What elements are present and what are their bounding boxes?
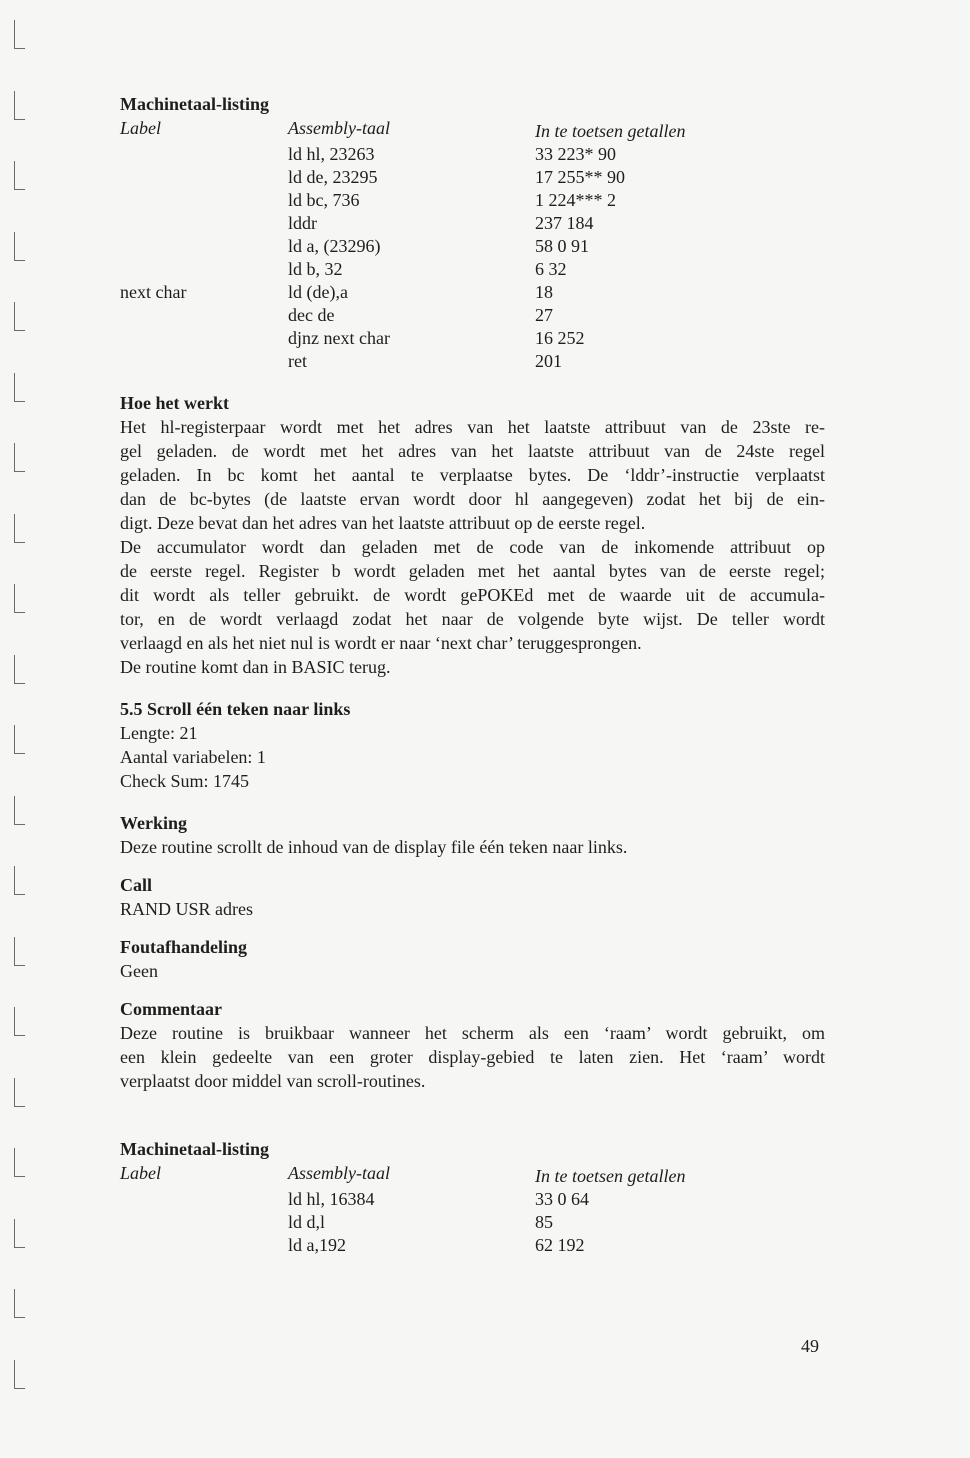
row-num: 17 255** 90: [535, 167, 625, 187]
text-line: gel geladen. de wordt met het adres van het laatste attribuut van de 24ste regel: [120, 441, 825, 461]
row-label: [120, 304, 288, 327]
text-line: tor, en de wordt verlaagd zodat het naar de volgende byte wijst. De teller wordt: [120, 609, 825, 629]
text-line: verlaagd en als het niet nul is wordt er naar ‘next char’ teruggesprongen.: [120, 633, 642, 653]
table-row: [120, 212, 825, 235]
listing-1-header-asm: Assembly-taal: [288, 118, 390, 138]
row-label: [120, 189, 288, 212]
binding-mark: [14, 514, 25, 543]
binding-mark: [14, 91, 25, 120]
call-title: Call: [120, 875, 153, 895]
row-label: [120, 212, 288, 235]
row-asm: lddr: [288, 213, 317, 233]
row-num: 85: [535, 1212, 553, 1232]
how-it-works-text: [120, 415, 825, 679]
row-num: 16 252: [535, 328, 585, 348]
text-line: digt. Deze bevat dan het adres van het laatste attribuut op de eerste regel.: [120, 513, 646, 533]
binding-mark: [14, 161, 25, 190]
listing-1-header: [120, 116, 825, 143]
text-line: dan de bc-bytes (de laatste ervan wordt door hl aangegeven) zodat het bij de ein-: [120, 489, 825, 509]
table-row: [120, 1234, 825, 1257]
table-row: [120, 350, 825, 373]
text-line: de eerste regel. Register b wordt geladen met het aantal bytes van de eerste regel;: [120, 561, 825, 581]
binding-mark: [14, 725, 25, 754]
row-label: [120, 1234, 288, 1257]
row-asm: ret: [288, 351, 307, 371]
listing-2-header-asm: Assembly-taal: [288, 1163, 390, 1183]
werking-title: Werking: [120, 813, 188, 833]
table-row: [120, 304, 825, 327]
text-line: een klein gedeelte van een groter display-gebied te laten zien. Het ‘raam’ wordt: [120, 1047, 825, 1067]
listing-2-header-num: In te toetsen getallen: [535, 1166, 686, 1186]
section-length: Lengte: 21: [120, 723, 198, 743]
table-row: [120, 327, 825, 350]
row-asm: ld bc, 736: [288, 190, 360, 210]
listing-1-title: Machinetaal-listing: [120, 94, 269, 114]
text-line: Deze routine is bruikbaar wanneer het scherm als een ‘raam’ wordt gebruikt, om: [120, 1023, 825, 1043]
row-label: [120, 235, 288, 258]
table-row: [120, 143, 825, 166]
row-label: [120, 166, 288, 189]
page-number: 49: [801, 1336, 819, 1356]
row-asm: ld (de),a: [288, 282, 348, 302]
table-row: [120, 189, 825, 212]
binding-mark: [14, 232, 25, 261]
text-line: geladen. In bc komt het aantal te verplaatse bytes. De ‘lddr’-instructie verplaatst: [120, 465, 825, 485]
row-asm: ld d,l: [288, 1212, 326, 1232]
row-asm: ld a,192: [288, 1235, 346, 1255]
text-line: dit wordt als teller gebruikt. de wordt gePOKEd met de waarde uit de accumula-: [120, 585, 825, 605]
comment-text: [120, 1021, 825, 1093]
row-label: [120, 258, 288, 281]
listing-2-table: [120, 1188, 825, 1257]
comment-title: Commentaar: [120, 999, 222, 1019]
binding-marks: [14, 20, 28, 1440]
binding-mark: [14, 20, 25, 49]
binding-mark: [14, 866, 25, 895]
binding-mark: [14, 373, 25, 402]
table-row: [120, 258, 825, 281]
row-asm: ld a, (23296): [288, 236, 381, 256]
row-label: [120, 143, 288, 166]
row-num: 62 192: [535, 1235, 585, 1255]
call-text: RAND USR adres: [120, 899, 253, 919]
row-num: 58 0 91: [535, 236, 589, 256]
row-asm: dec de: [288, 305, 335, 325]
error-handling-text: Geen: [120, 961, 158, 981]
row-num: 237 184: [535, 213, 594, 233]
listing-2-header-label: Label: [120, 1163, 162, 1183]
binding-mark: [14, 443, 25, 472]
row-num: 27: [535, 305, 553, 325]
text-line: Het hl-registerpaar wordt met het adres van het laatste attribuut van de 23ste re-: [120, 417, 825, 437]
table-row: [120, 235, 825, 258]
binding-mark: [14, 1360, 25, 1389]
row-asm: ld hl, 16384: [288, 1189, 375, 1209]
binding-mark: [14, 584, 25, 613]
text-line: De accumulator wordt dan geladen met de code van de inkomende attribuut op: [120, 537, 825, 557]
section-title: 5.5 Scroll één teken naar links: [120, 699, 351, 719]
section-variables: Aantal variabelen: 1: [120, 747, 266, 767]
row-label: [120, 1188, 288, 1211]
section-checksum: Check Sum: 1745: [120, 771, 249, 791]
binding-mark: [14, 1007, 25, 1036]
listing-1-header-num: In te toetsen getallen: [535, 121, 686, 141]
row-num: 33 223* 90: [535, 144, 616, 164]
listing-1-header-label: Label: [120, 118, 162, 138]
row-num: 18: [535, 282, 553, 302]
row-num: 6 32: [535, 259, 567, 279]
row-label: next char: [120, 282, 187, 302]
binding-mark: [14, 1289, 25, 1318]
table-row: [120, 166, 825, 189]
row-num: 33 0 64: [535, 1189, 589, 1209]
binding-mark: [14, 937, 25, 966]
table-row: [120, 1188, 825, 1211]
binding-mark: [14, 1148, 25, 1177]
text-line: De routine komt dan in BASIC terug.: [120, 657, 391, 677]
row-label: [120, 350, 288, 373]
binding-mark: [14, 302, 25, 331]
page-content: [120, 92, 825, 1257]
row-label: [120, 327, 288, 350]
text-line: verplaatst door middel van scroll-routines.: [120, 1071, 426, 1091]
listing-1-table: [120, 143, 825, 373]
row-asm: ld b, 32: [288, 259, 343, 279]
listing-2-header: [120, 1161, 825, 1188]
binding-mark: [14, 655, 25, 684]
binding-mark: [14, 1219, 25, 1248]
row-asm: ld de, 23295: [288, 167, 378, 187]
binding-mark: [14, 796, 25, 825]
row-asm: ld hl, 23263: [288, 144, 375, 164]
table-row: [120, 1211, 825, 1234]
werking-text: Deze routine scrollt de inhoud van de display file één teken naar links.: [120, 837, 628, 857]
row-num: 1 224*** 2: [535, 190, 616, 210]
listing-2-title: Machinetaal-listing: [120, 1139, 269, 1159]
binding-mark: [14, 1078, 25, 1107]
error-handling-title: Foutafhandeling: [120, 937, 248, 957]
row-label: [120, 1211, 288, 1234]
how-it-works-title: Hoe het werkt: [120, 393, 229, 413]
table-row: [120, 281, 825, 304]
row-asm: djnz next char: [288, 328, 390, 348]
row-num: 201: [535, 351, 562, 371]
